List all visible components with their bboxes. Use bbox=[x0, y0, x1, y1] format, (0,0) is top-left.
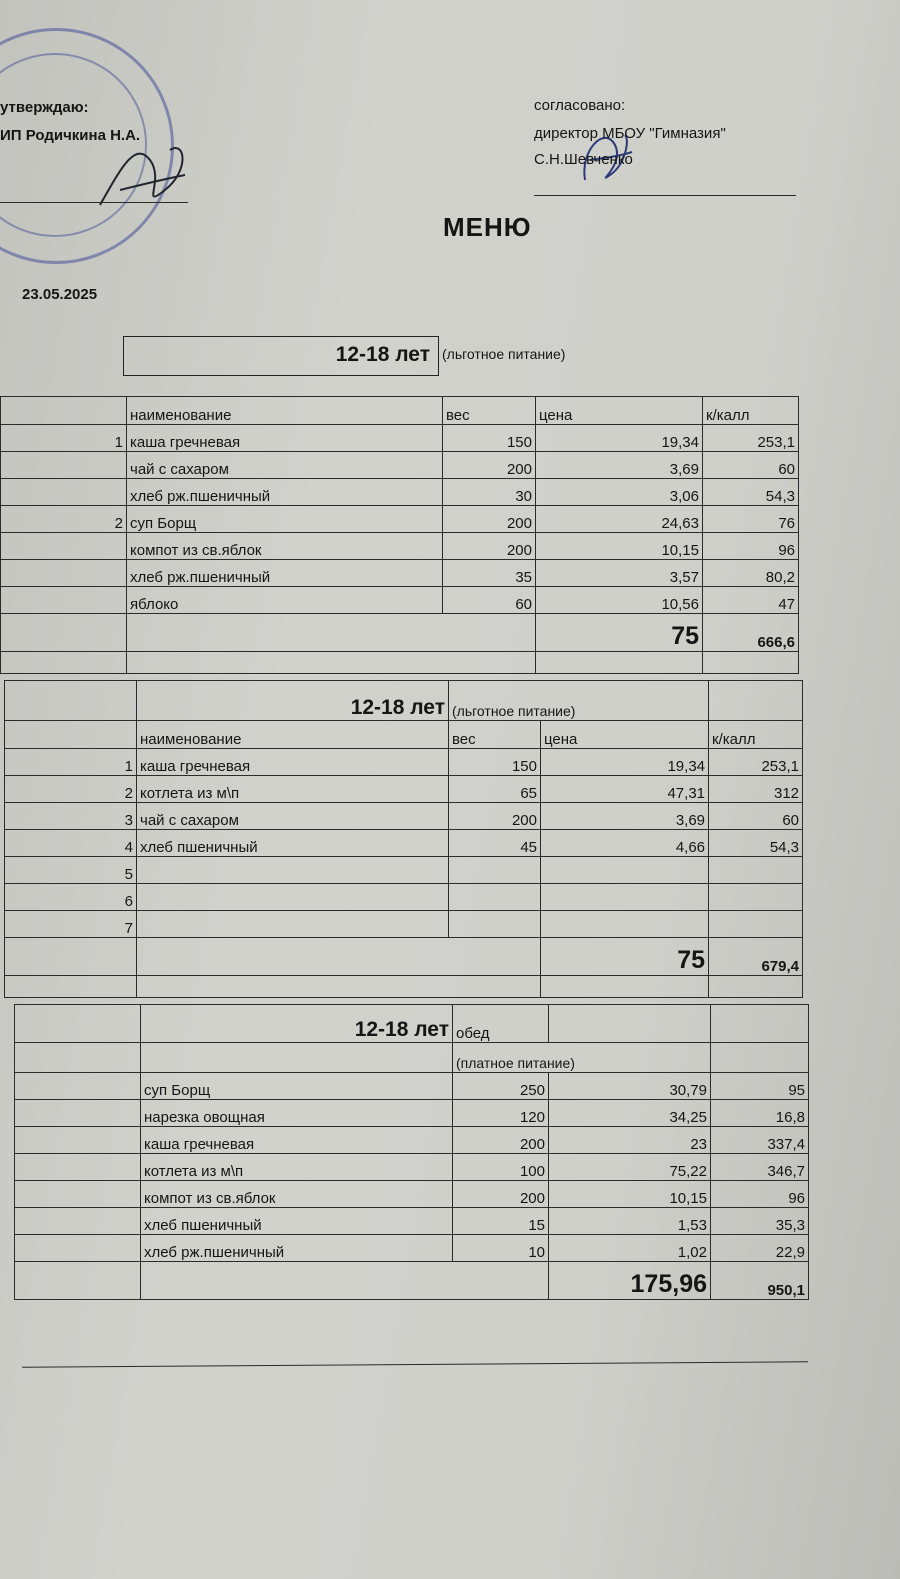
page-title: МЕНЮ bbox=[443, 212, 532, 242]
table-header-row bbox=[1, 397, 799, 425]
col-price-header: цена bbox=[541, 721, 709, 749]
section3-note-row bbox=[15, 1043, 809, 1073]
table-row: 3 чай с сахаром 200 3,69 60 bbox=[5, 803, 803, 830]
table-row: компот из св.яблок 200 10,15 96 bbox=[1, 533, 799, 560]
agreed-position: директор МБОУ "Гимназия" bbox=[534, 125, 726, 142]
section2-table bbox=[4, 680, 803, 998]
table-row: яблоко 60 10,56 47 bbox=[1, 587, 799, 614]
section3-table bbox=[14, 1004, 809, 1300]
section1-note: (льготное питание) bbox=[442, 346, 566, 362]
section2-age: 12-18 лет bbox=[350, 696, 445, 719]
table-row: 1 каша гречневая 150 19,34 253,1 bbox=[1, 425, 799, 452]
section2-note: (льготное питание) bbox=[452, 703, 576, 719]
table-row: каша гречневая 200 23 337,4 bbox=[15, 1127, 809, 1154]
col-price-header: цена bbox=[536, 397, 703, 425]
agreed-signature-line bbox=[534, 195, 796, 196]
table-row: хлеб пшеничный 15 1,53 35,3 bbox=[15, 1208, 809, 1235]
section1-total-price: 75 bbox=[671, 622, 699, 650]
table-row: 6 bbox=[5, 884, 803, 911]
section1-heading-box bbox=[123, 336, 439, 376]
col-weight-header: вес bbox=[443, 397, 536, 425]
approve-signature-line bbox=[0, 202, 188, 203]
col-name-header: наименование bbox=[137, 721, 449, 749]
section3-heading-row bbox=[15, 1005, 809, 1043]
section1-total-kcal: 666,6 bbox=[757, 634, 795, 651]
col-weight-header: вес bbox=[449, 721, 541, 749]
total-row bbox=[5, 938, 803, 976]
table-row: котлета из м\п 100 75,22 346,7 bbox=[15, 1154, 809, 1181]
table-row: хлеб рж.пшеничный 30 3,06 54,3 bbox=[1, 479, 799, 506]
section1-age: 12-18 лет bbox=[335, 343, 430, 366]
table-row: 5 bbox=[5, 857, 803, 884]
table-row: суп Борщ 250 30,79 95 bbox=[15, 1073, 809, 1100]
section2-heading-row bbox=[5, 681, 803, 721]
section3-age: 12-18 лет bbox=[354, 1018, 449, 1041]
table-row: 1 каша гречневая 150 19,34 253,1 bbox=[5, 749, 803, 776]
section3-total-kcal: 950,1 bbox=[767, 1282, 805, 1299]
section3-meal: обед bbox=[453, 1005, 549, 1043]
bottom-line bbox=[22, 1361, 808, 1367]
spacer-row bbox=[1, 652, 799, 674]
table-row: 4 хлеб пшеничный 45 4,66 54,3 bbox=[5, 830, 803, 857]
total-row bbox=[1, 614, 799, 652]
total-row bbox=[15, 1262, 809, 1300]
section2-total-price: 75 bbox=[677, 946, 706, 974]
approve-label: утверждаю: bbox=[0, 99, 89, 116]
section1-table bbox=[0, 396, 799, 674]
table-row: компот из св.яблок 200 10,15 96 bbox=[15, 1181, 809, 1208]
table-header-row bbox=[5, 721, 803, 749]
col-name-header: наименование bbox=[127, 397, 443, 425]
section3-note: (платное питание) bbox=[456, 1055, 575, 1071]
menu-date: 23.05.2025 bbox=[22, 286, 98, 303]
section3-total-price: 175,96 bbox=[630, 1270, 707, 1298]
section2-total-kcal: 679,4 bbox=[761, 958, 800, 975]
table-row: 7 bbox=[5, 911, 803, 938]
table-row: нарезка овощная 120 34,25 16,8 bbox=[15, 1100, 809, 1127]
spacer-row bbox=[5, 976, 803, 998]
table-row: 2 котлета из м\п 65 47,31 312 bbox=[5, 776, 803, 803]
col-kcal-header: к/калл bbox=[703, 397, 799, 425]
table-row: хлеб рж.пшеничный 10 1,02 22,9 bbox=[15, 1235, 809, 1262]
col-kcal-header: к/калл bbox=[709, 721, 803, 749]
table-row: чай с сахаром 200 3,69 60 bbox=[1, 452, 799, 479]
table-row: 2 суп Борщ 200 24,63 76 bbox=[1, 506, 799, 533]
agreed-label: согласовано: bbox=[534, 97, 626, 114]
approve-name: ИП Родичкина Н.А. bbox=[0, 127, 141, 144]
agreed-name: С.Н.Шевченко bbox=[534, 151, 633, 168]
table-row: хлеб рж.пшеничный 35 3,57 80,2 bbox=[1, 560, 799, 587]
